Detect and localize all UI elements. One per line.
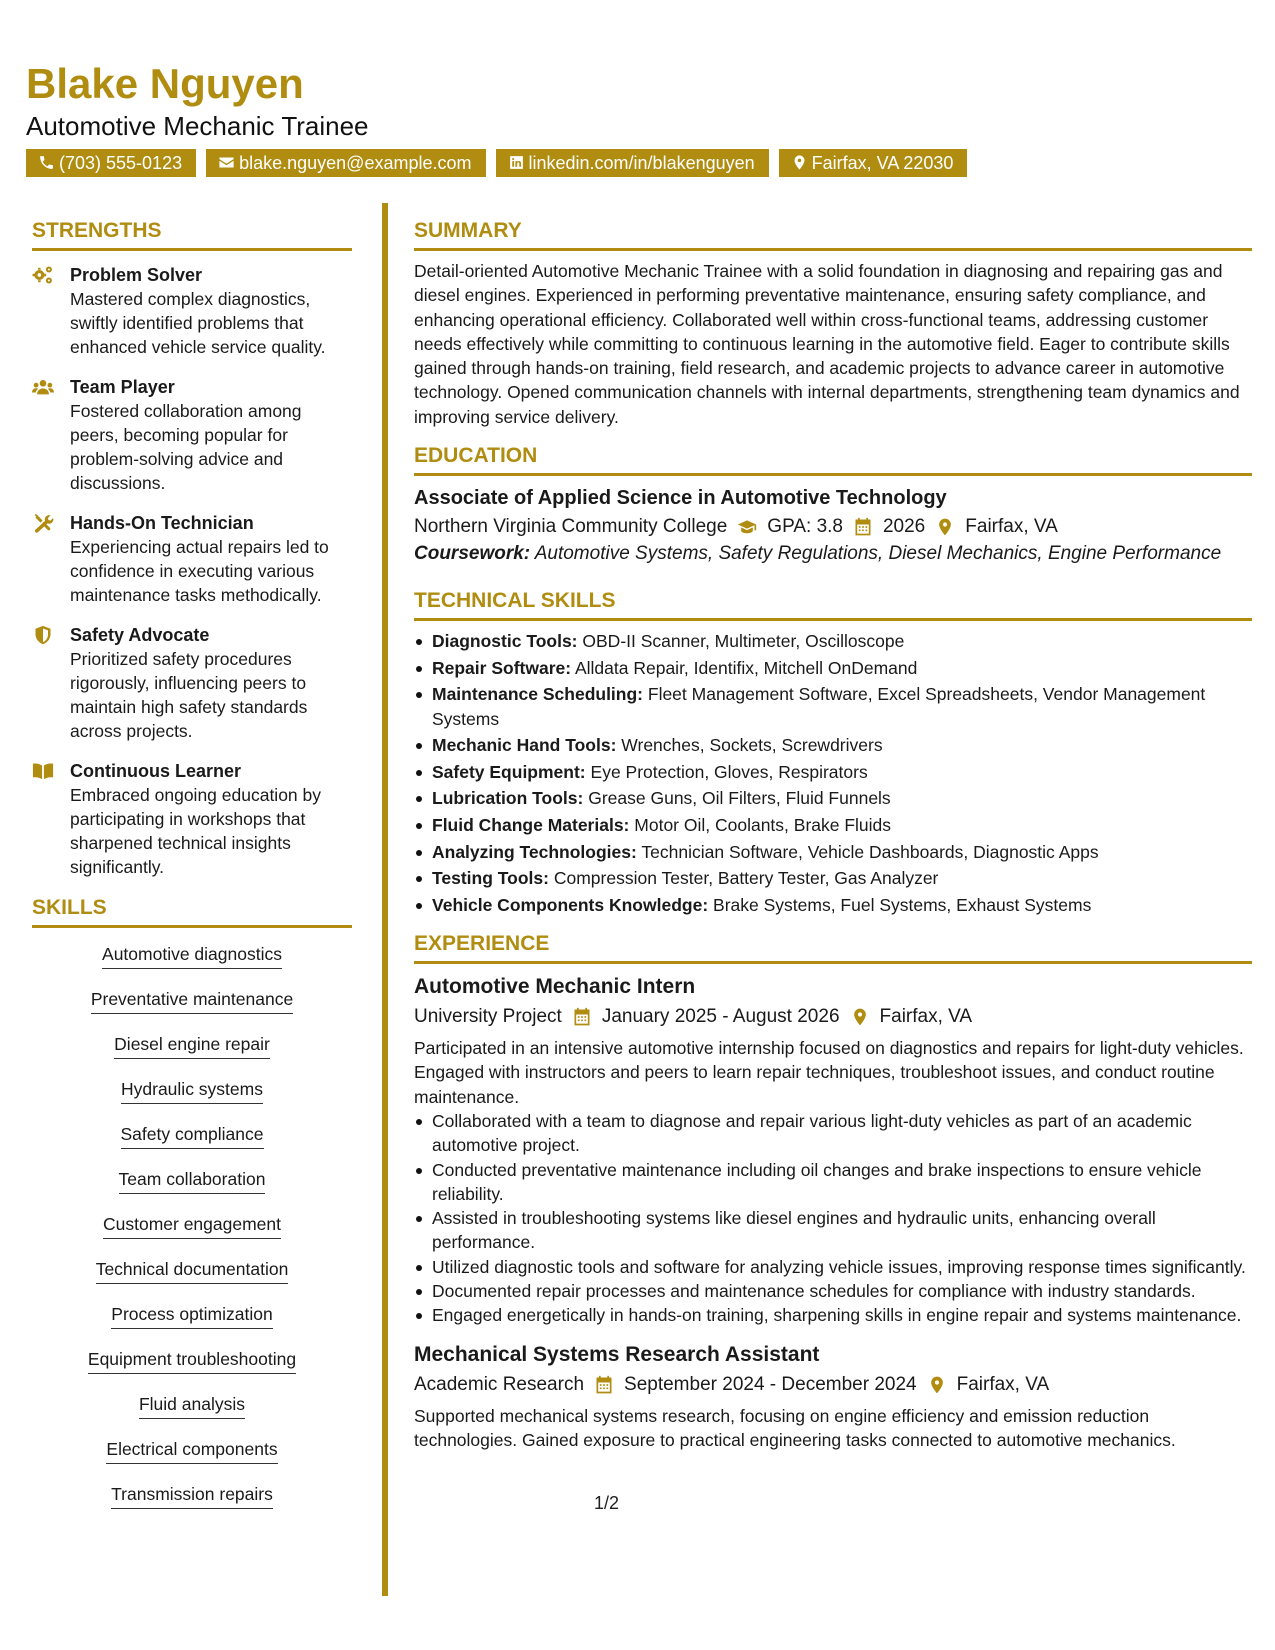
calendar-icon xyxy=(572,1007,592,1027)
skill-category: Mechanic Hand Tools: xyxy=(432,735,617,756)
linkedin-icon xyxy=(508,154,525,171)
skill-tag: Diesel engine repair xyxy=(114,1032,270,1059)
graduation-cap-icon xyxy=(737,517,757,537)
technical-skills-section xyxy=(414,588,1252,917)
contact-text: linkedin.com/in/blakenguyen xyxy=(528,152,755,173)
skill-tag: Safety compliance xyxy=(121,1122,264,1149)
job-title: Automotive Mechanic Intern xyxy=(414,975,696,999)
skill-tag: Technical documentation xyxy=(96,1257,289,1284)
strength-item xyxy=(32,375,352,495)
list-item: Collaborated with a team to diagnose and repair various light-duty vehicles as part of an academic automotive project. xyxy=(414,1109,1252,1158)
job-bullets xyxy=(414,1109,1252,1328)
skill-category: Analyzing Technologies: xyxy=(432,841,637,862)
calendar-icon xyxy=(853,517,873,537)
coursework-label: Coursework: xyxy=(414,543,531,565)
resume-header xyxy=(26,62,967,177)
skill-category: Fluid Change Materials: xyxy=(432,814,630,835)
skill-tag: Customer engagement xyxy=(103,1212,281,1239)
map-pin-icon xyxy=(791,154,808,171)
skill-values: OBD-II Scanner, Multimeter, Oscilloscope xyxy=(582,631,905,652)
technical-skills-list xyxy=(414,629,1252,917)
education-meta xyxy=(414,512,1252,542)
coursework xyxy=(414,542,1252,566)
skill-values: Wrenches, Sockets, Screwdrivers xyxy=(621,735,883,756)
section-heading: SKILLS xyxy=(32,895,352,928)
section-heading: EXPERIENCE xyxy=(414,931,1252,964)
job-org: Academic Research xyxy=(414,1373,585,1395)
graduation-year: 2026 xyxy=(882,516,926,538)
job-entry xyxy=(414,972,1252,1328)
list-item xyxy=(414,760,1252,784)
right-column xyxy=(414,218,1252,1452)
skill-values: Alldata Repair, Identifix, Mitchell OnDemand xyxy=(574,657,918,678)
job-title: Mechanical Systems Research Assistant xyxy=(414,1342,820,1366)
strength-desc: Mastered complex diagnostics, swiftly identified problems that enhanced vehicle service quality. xyxy=(70,289,326,357)
job-meta xyxy=(414,1370,1252,1400)
strength-item xyxy=(32,263,352,359)
job-entry xyxy=(414,1340,1252,1453)
skill-list xyxy=(32,942,352,1527)
section-heading: TECHNICAL SKILLS xyxy=(414,588,1252,621)
contact-text: blake.nguyen@example.com xyxy=(239,152,472,173)
strength-title: Safety Advocate xyxy=(70,625,210,645)
skill-category: Repair Software: xyxy=(432,657,572,678)
left-column xyxy=(32,218,352,1527)
list-item xyxy=(414,813,1252,837)
strength-title: Problem Solver xyxy=(70,265,203,285)
job-summary: Participated in an intensive automotive internship focused on diagnostics and repairs for light-duty vehicles. Engaged with instructors and peers to learn repair techniques, troubleshoot issues, and conduct routine maintenance. xyxy=(414,1038,1244,1107)
job-location: Fairfax, VA xyxy=(879,1006,973,1028)
skill-tag: Team collaboration xyxy=(119,1167,266,1194)
map-pin-icon xyxy=(935,517,955,537)
skill-category: Safety Equipment: xyxy=(432,761,586,782)
section-heading: STRENGTHS xyxy=(32,218,352,251)
skill-tag: Fluid analysis xyxy=(139,1392,245,1419)
section-heading: EDUCATION xyxy=(414,443,1252,476)
skill-tag: Electrical components xyxy=(106,1437,277,1464)
strength-title: Hands-On Technician xyxy=(70,513,254,533)
skill-values: Brake Systems, Fuel Systems, Exhaust Systems xyxy=(713,894,1092,915)
skill-category: Diagnostic Tools: xyxy=(432,631,578,652)
shield-icon xyxy=(32,625,54,645)
job-org: University Project xyxy=(414,1006,562,1028)
list-item: Assisted in troubleshooting systems like diesel engines and hydraulic units, enhancing overall performance. xyxy=(414,1206,1252,1255)
list-item xyxy=(414,786,1252,810)
degree-title: Associate of Applied Science in Automotive Technology xyxy=(414,487,947,510)
list-item: Engaged energetically in hands-on training, sharpening skills in engine repair and systems maintenance. xyxy=(414,1303,1252,1327)
strength-title: Continuous Learner xyxy=(70,761,242,781)
list-item: Utilized diagnostic tools and software for analyzing vehicle issues, improving response times significantly. xyxy=(414,1255,1252,1279)
tools-icon xyxy=(32,513,54,533)
candidate-name: Blake Nguyen xyxy=(26,60,304,107)
skill-category: Vehicle Components Knowledge: xyxy=(432,894,709,915)
contact-linkedin[interactable] xyxy=(496,149,769,177)
contact-email[interactable] xyxy=(206,149,485,177)
page-number: 1/2 xyxy=(594,1493,620,1513)
job-dates: January 2025 - August 2026 xyxy=(601,1006,840,1028)
list-item xyxy=(414,866,1252,890)
list-item xyxy=(414,733,1252,757)
skill-tag: Automotive diagnostics xyxy=(102,942,282,969)
list-item: Conducted preventative maintenance including oil changes and brake inspections to ensure vehicle reliability. xyxy=(414,1158,1252,1207)
experience-section xyxy=(414,931,1252,1452)
skill-tag: Process optimization xyxy=(111,1302,272,1329)
school-name: Northern Virginia Community College xyxy=(414,516,728,538)
gpa: GPA: 3.8 xyxy=(767,516,843,538)
summary-section xyxy=(414,218,1252,429)
education-location: Fairfax, VA xyxy=(965,516,1058,538)
strength-item xyxy=(32,759,352,879)
section-heading: SUMMARY xyxy=(414,218,1252,251)
skill-category: Maintenance Scheduling: xyxy=(432,684,643,705)
contact-bar xyxy=(26,149,967,177)
skill-tag: Preventative maintenance xyxy=(91,987,293,1014)
candidate-title: Automotive Mechanic Trainee xyxy=(26,111,369,142)
contact-location[interactable] xyxy=(779,149,968,177)
skill-tag: Transmission repairs xyxy=(111,1482,273,1509)
strength-desc: Prioritized safety procedures rigorously, influencing peers to maintain high safety standards across projects. xyxy=(70,649,308,741)
contact-phone[interactable] xyxy=(26,149,196,177)
coursework-list: Automotive Systems, Safety Regulations, Diesel Mechanics, Engine Performance xyxy=(534,543,1222,565)
education-section xyxy=(414,443,1252,566)
skills-section xyxy=(32,895,352,1527)
job-meta xyxy=(414,1002,1252,1032)
map-pin-icon xyxy=(850,1007,870,1027)
list-item: Documented repair processes and maintenance schedules for compliance with industry standards. xyxy=(414,1279,1252,1303)
strength-item xyxy=(32,511,352,607)
skill-values: Grease Guns, Oil Filters, Fluid Funnels xyxy=(588,788,891,809)
strengths-section xyxy=(32,218,352,879)
strength-desc: Fostered collaboration among peers, becoming popular for problem-solving advice and discussions. xyxy=(70,401,302,493)
skill-values: Fleet Management Software, Excel Spreadsheets, Vendor Management Systems xyxy=(432,684,1206,729)
skill-tag: Hydraulic systems xyxy=(121,1077,263,1104)
list-item xyxy=(414,629,1252,653)
skill-category: Lubrication Tools: xyxy=(432,788,584,809)
skill-category: Testing Tools: xyxy=(432,868,549,889)
column-divider xyxy=(382,203,388,1596)
summary-text: Detail-oriented Automotive Mechanic Trainee with a solid foundation in diagnosing and repairing gas and diesel engines. Experienced in performing preventative maintenance, ensuring safety compliance, and enhancing operational efficiency. Collaborated well within cross-functional teams, addressing customer needs effectively while committing to continuous learning in the automotive field. Eager to contribute skills gained through hands-on training, field research, and academic projects to advance career in automotive technology. Opened communication channels with internal departments, strengthening team dynamics and improving service delivery. xyxy=(414,261,1240,427)
strength-desc: Experiencing actual repairs led to confidence in executing various maintenance tasks methodically. xyxy=(70,537,329,605)
contact-text: Fairfax, VA 22030 xyxy=(811,152,954,173)
contact-text: (703) 555-0123 xyxy=(59,152,183,173)
skill-tag: Equipment troubleshooting xyxy=(88,1347,296,1374)
map-pin-icon xyxy=(927,1375,947,1395)
job-summary: Supported mechanical systems research, focusing on engine efficiency and emission reduction technologies. Gained exposure to practical engineering tasks connected to automotive mechanics. xyxy=(414,1405,1176,1450)
skill-values: Eye Protection, Gloves, Respirators xyxy=(590,761,868,782)
job-dates: September 2024 - December 2024 xyxy=(624,1373,917,1395)
gears-icon xyxy=(32,265,54,285)
job-location: Fairfax, VA xyxy=(956,1373,1050,1395)
list-item xyxy=(414,656,1252,680)
skill-values: Compression Tester, Battery Tester, Gas Analyzer xyxy=(553,868,939,889)
skill-values: Motor Oil, Coolants, Brake Fluids xyxy=(634,814,892,835)
list-item xyxy=(414,682,1252,731)
list-item xyxy=(414,893,1252,917)
envelope-icon xyxy=(218,154,235,171)
calendar-icon xyxy=(594,1375,614,1395)
skill-values: Technician Software, Vehicle Dashboards, Diagnostic Apps xyxy=(641,841,1099,862)
strength-item xyxy=(32,623,352,743)
users-icon xyxy=(32,377,54,397)
strength-desc: Embraced ongoing education by participating in workshops that sharpened technical insights significantly. xyxy=(70,785,322,877)
strength-title: Team Player xyxy=(70,377,175,397)
phone-icon xyxy=(38,154,55,171)
list-item xyxy=(414,840,1252,864)
book-icon xyxy=(32,761,54,781)
